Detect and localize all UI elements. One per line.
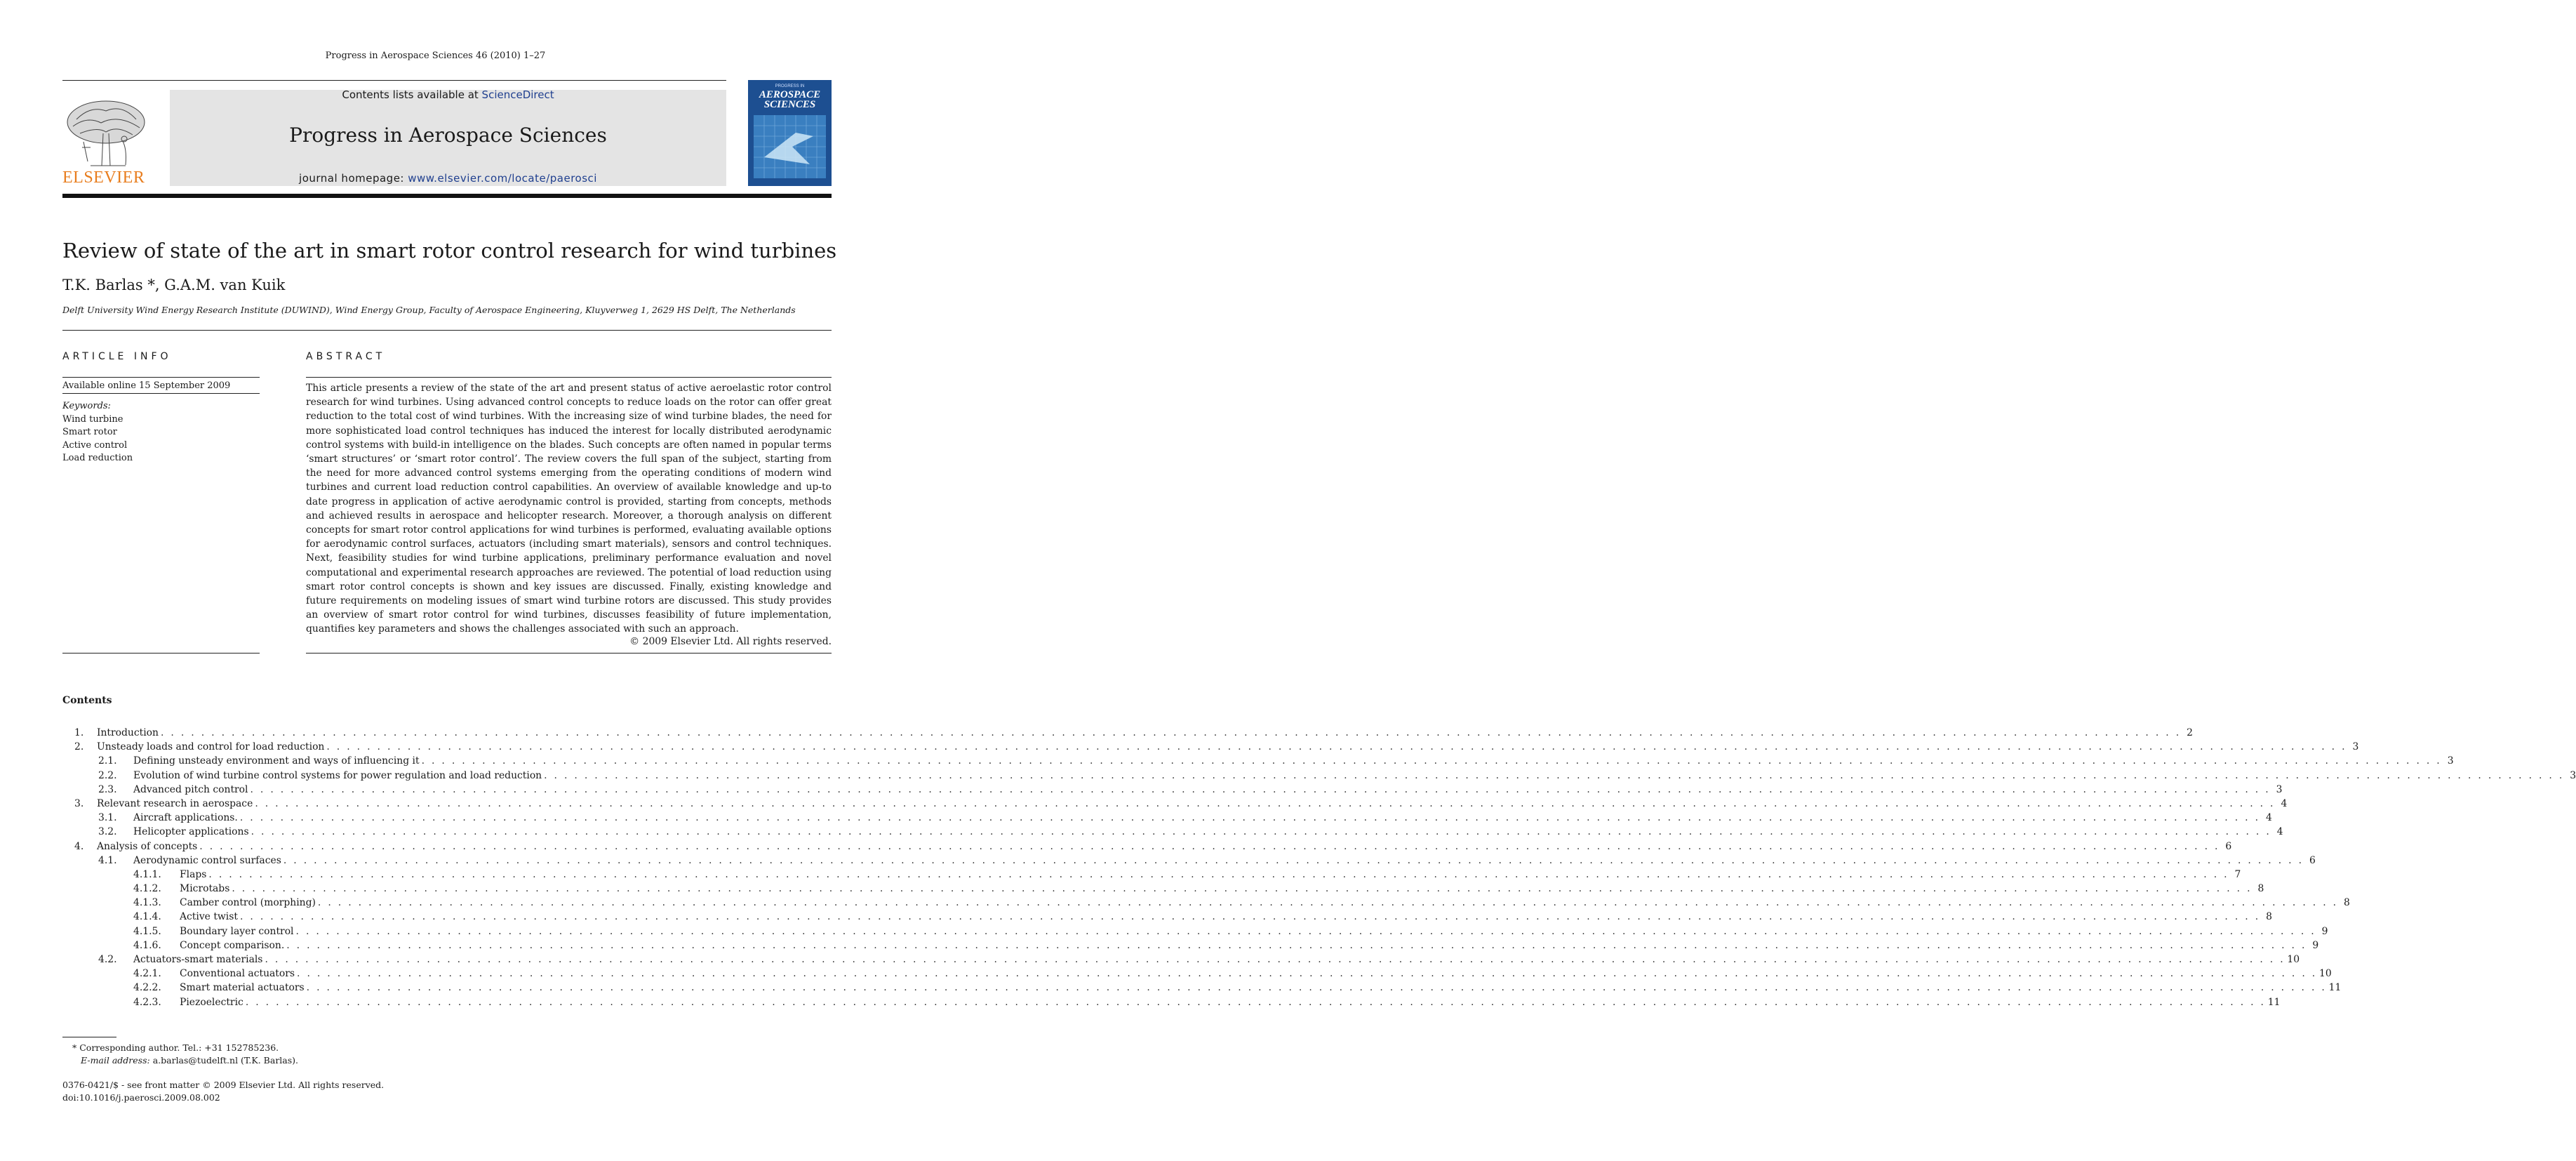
toc-entry-title: Relevant research in aerospace — [97, 797, 255, 811]
toc-entry-number: 2. — [74, 741, 84, 753]
toc-entry-title: Flaps — [180, 868, 208, 882]
email-note — [81, 1055, 298, 1066]
contents-available-line — [170, 88, 726, 101]
toc-entry-title: Introduction — [97, 726, 161, 740]
toc-entry[interactable] — [62, 953, 2300, 967]
toc-entry-title: Conventional actuators — [180, 967, 297, 981]
toc-entry[interactable] — [62, 981, 2342, 995]
toc-entry[interactable] — [62, 840, 2232, 854]
toc-entry[interactable] — [62, 783, 2283, 797]
toc-entry-title: Aircraft applications. — [133, 811, 240, 825]
toc-entry-title: Advanced pitch control — [133, 783, 250, 797]
toc-entry-number: 2.2. — [98, 769, 117, 781]
toc-entry-page: 11 — [2266, 995, 2278, 1009]
toc-entry[interactable] — [62, 868, 2241, 882]
toc-entry-number: 3.1. — [98, 812, 117, 824]
toc-entry-title: Helicopter applications — [133, 825, 251, 839]
toc-leader-dots: . . . . . . . . . . . . . . . . . . . . . . . . . . . . . . . . . . . . . . . . . . . . . . . . . . . . . . . . . . . . . . . . . . . . . . . . . . . . . . . . . . . . . . . . . . . . . . . . . . . . . . . . . . . . . . . . . . . . . . . . . . . . . . . . . . . . . . . . . . . . . . . . . . . . . . . . . . . . . . . . . . . . . . . . . . . . . . . . . . . . . . . . . . . . . . . . . . . . . . . . — [295, 925, 2316, 937]
toc-entry-number: 4.2. — [98, 954, 117, 965]
toc-entry-page: 2 — [2181, 726, 2193, 740]
keyword: Load reduction — [62, 452, 133, 463]
toc-leader-dots: . . . . . . . . . . . . . . . . . . . . . . . . . . . . . . . . . . . . . . . . . . . . . . . . . . . . . . . . . . . . . . . . . . . . . . . . . . . . . . . . . . . . . . . . . . . . . . . . . . . . . . . . . . . . . . . . . . . . . . . . . . . . . . . . . . . . . . . . . . . . . . . . . . . . . . . . . . . . . . . . . . . . . . . . . . . . . . . . . . . . . . . . . . . . . . . . . . . . . . . . — [255, 797, 2276, 809]
cover-title — [748, 90, 832, 110]
issn-line: 0376-0421/$ - see front matter © 2009 Elsevier Ltd. All rights reserved. — [62, 1080, 385, 1090]
homepage-link[interactable]: www.elsevier.com/locate/paerosci — [408, 172, 597, 185]
toc-leader-dots: . . . . . . . . . . . . . . . . . . . . . . . . . . . . . . . . . . . . . . . . . . . . . . . . . . . . . . . . . . . . . . . . . . . . . . . . . . . . . . . . . . . . . . . . . . . . . . . . . . . . . . . . . . . . . . . . . . . . . . . . . . . . . . . . . . . . . . . . . . . . . . . . . . . . . . . . . . . . . . . . . . . . . . . . . . . . . . . . . . . . . . . . . . . . . . . . . . . . . . . . — [208, 868, 2229, 880]
affiliation-rule — [62, 330, 832, 331]
cover-small-text: PROGRESS IN — [775, 84, 805, 88]
abstract-rule — [306, 653, 832, 654]
keyword: Smart rotor — [62, 427, 117, 438]
toc-entry[interactable] — [62, 754, 2454, 768]
toc-leader-dots: . . . . . . . . . . . . . . . . . . . . . . . . . . . . . . . . . . . . . . . . . . . . . . . . . . . . . . . . . . . . . . . . . . . . . . . . . . . . . . . . . . . . . . . . . . . . . . . . . . . . . . . . . . . . . . . . . . . . . . . . . . . . . . . . . . . . . . . . . . . . . . . . . . . . . . . . . . . . . . . . . . . . . . . . . . . . . . . . . . . . . . . . . . . . . . . . . . . . . . . . — [250, 783, 2271, 795]
running-head: Progress in Aerospace Sciences 46 (2010) 1–27 — [325, 51, 546, 61]
toc-entry-title: Concept comparison. — [180, 938, 286, 953]
sciencedirect-link[interactable]: ScienceDirect — [481, 88, 554, 101]
toc-entry-page: 11 — [2327, 981, 2339, 995]
toc-leader-dots: . . . . . . . . . . . . . . . . . . . . . . . . . . . . . . . . . . . . . . . . . . . . . . . . . . . . . . . . . . . . . . . . . . . . . . . . . . . . . . . . . . . . . . . . . . . . . . . . . . . . . . . . . . . . . . . . . . . . . . . . . . . . . . . . . . . . . . . . . . . . . . . . . . . . . . . . . . . . . . . . . . . . . . . . . . . . . . . . . . . . . . . . . . . . . . . . . . . . . . . . — [283, 854, 2304, 866]
contents-prefix: Contents lists available at — [342, 88, 482, 101]
toc-entry[interactable] — [62, 854, 2316, 868]
toc-entry-page: 9 — [2307, 938, 2318, 953]
toc-entry-page: 3 — [2270, 783, 2282, 797]
toc-entry-number: 2.1. — [98, 755, 117, 767]
toc-leader-dots: . . . . . . . . . . . . . . . . . . . . . . . . . . . . . . . . . . . . . . . . . . . . . . . . . . . . . . . . . . . . . . . . . . . . . . . . . . . . . . . . . . . . . . . . . . . . . . . . . . . . . . . . . . . . . . . . . . . . . . . . . . . . . . . . . . . . . . . . . . . . . . . . . . . . . . . . . . . . . . . . . . . . . . . . . . . . . . . . . . . . . . . . . . . . . . . . . . . . . . . . — [239, 812, 2260, 824]
toc-leader-dots: . . . . . . . . . . . . . . . . . . . . . . . . . . . . . . . . . . . . . . . . . . . . . . . . . . . . . . . . . . . . . . . . . . . . . . . . . . . . . . . . . . . . . . . . . . . . . . . . . . . . . . . . . . . . . . . . . . . . . . . . . . . . . . . . . . . . . . . . . . . . . . . . . . . . . . . . . . . . . . . . . . . . . . . . . . . . . . . . . . . . . . . . . . . . . . . . . . . . . . . . — [306, 982, 2327, 994]
header-rule — [62, 80, 726, 81]
toc-leader-dots: . . . . . . . . . . . . . . . . . . . . . . . . . . . . . . . . . . . . . . . . . . . . . . . . . . . . . . . . . . . . . . . . . . . . . . . . . . . . . . . . . . . . . . . . . . . . . . . . . . . . . . . . . . . . . . . . . . . . . . . . . . . . . . . . . . . . . . . . . . . . . . . . . . . . . . . . . . . . . . . . . . . . . . . . . . . . . . . . . . . . . . . . . . . . . . . . . . . . . . . . — [239, 911, 2260, 923]
toc-entry-number: 4.1.1. — [133, 868, 161, 880]
toc-entry-page: 10 — [2317, 967, 2329, 981]
toc-leader-dots: . . . . . . . . . . . . . . . . . . . . . . . . . . . . . . . . . . . . . . . . . . . . . . . . . . . . . . . . . . . . . . . . . . . . . . . . . . . . . . . . . . . . . . . . . . . . . . . . . . . . . . . . . . . . . . . . . . . . . . . . . . . . . . . . . . . . . . . . . . . . . . . . . . . . . . . . . . . . . . . . . . . . . . . . . . . . . . . . . . . . . . . . . . . . . . . . . . . . . . . . — [245, 996, 2266, 1008]
toc-entry[interactable] — [62, 967, 2332, 981]
toc-entry-number: 4.2.1. — [133, 968, 161, 980]
info-rule — [62, 393, 260, 394]
toc-entry-title: Active twist — [180, 910, 240, 924]
toc-entry-number: 4.2.2. — [133, 982, 161, 994]
toc-entry[interactable] — [62, 769, 2576, 783]
toc-leader-dots: . . . . . . . . . . . . . . . . . . . . . . . . . . . . . . . . . . . . . . . . . . . . . . . . . . . . . . . . . . . . . . . . . . . . . . . . . . . . . . . . . . . . . . . . . . . . . . . . . . . . . . . . . . . . . . . . . . . . . . . . . . . . . . . . . . . . . . . . . . . . . . . . . . . . . . . . . . . . . . . . . . . . . . . . . . . . . . . . . . . . . . . . . . . . . . . . . . . . . . . . — [160, 727, 2181, 738]
toc-entry-page: 3 — [2442, 754, 2454, 768]
toc-entry[interactable] — [62, 811, 2272, 825]
table-of-contents — [62, 726, 2576, 1009]
email-address[interactable]: a.barlas@tudelft.nl (T.K. Barlas). — [149, 1055, 299, 1066]
toc-entry-page: 7 — [2229, 868, 2241, 882]
toc-entry-number: 4.1.4. — [133, 911, 161, 923]
toc-entry-page: 8 — [2252, 882, 2264, 896]
toc-entry-title: Evolution of wind turbine control systems for power regulation and load reduction — [133, 769, 544, 783]
toc-entry-number: 4.2.3. — [133, 996, 161, 1008]
toc-leader-dots: . . . . . . . . . . . . . . . . . . . . . . . . . . . . . . . . . . . . . . . . . . . . . . . . . . . . . . . . . . . . . . . . . . . . . . . . . . . . . . . . . . . . . . . . . . . . . . . . . . . . . . . . . . . . . . . . . . . . . . . . . . . . . . . . . . . . . . . . . . . . . . . . . . . . . . . . . . . . . . . . . . . . . . . . . . . . . . . . . . . . . . . . . . . . . . . . . . . . . . . . — [544, 769, 2565, 781]
journal-title: Progress in Aerospace Sciences — [289, 124, 607, 147]
corresponding-author-note: * Corresponding author. Tel.: +31 152785236. — [72, 1042, 279, 1053]
toc-leader-dots: . . . . . . . . . . . . . . . . . . . . . . . . . . . . . . . . . . . . . . . . . . . . . . . . . . . . . . . . . . . . . . . . . . . . . . . . . . . . . . . . . . . . . . . . . . . . . . . . . . . . . . . . . . . . . . . . . . . . . . . . . . . . . . . . . . . . . . . . . . . . . . . . . . . . . . . . . . . . . . . . . . . . . . . . . . . . . . . . . . . . . . . . . . . . . . . . . . . . . . . . — [286, 939, 2307, 951]
keyword: Active control — [62, 439, 128, 451]
toc-entry[interactable] — [62, 882, 2264, 896]
toc-entry-page: 10 — [2285, 953, 2297, 967]
toc-entry-title: Analysis of concepts — [97, 840, 199, 854]
toc-entry-page: 4 — [2271, 825, 2283, 839]
info-rule — [62, 653, 260, 654]
toc-entry-page: 3 — [2564, 769, 2576, 783]
cover-title-line1: AEROSPACE — [759, 89, 821, 100]
article-authors: T.K. Barlas *, G.A.M. van Kuik — [62, 277, 286, 293]
toc-entry-title: Camber control (morphing) — [180, 896, 318, 910]
toc-leader-dots: . . . . . . . . . . . . . . . . . . . . . . . . . . . . . . . . . . . . . . . . . . . . . . . . . . . . . . . . . . . . . . . . . . . . . . . . . . . . . . . . . . . . . . . . . . . . . . . . . . . . . . . . . . . . . . . . . . . . . . . . . . . . . . . . . . . . . . . . . . . . . . . . . . . . . . . . . . . . . . . . . . . . . . . . . . . . . . . . . . . . . . . . . . . . . . . . . . . . . . . . — [265, 954, 2285, 965]
toc-leader-dots: . . . . . . . . . . . . . . . . . . . . . . . . . . . . . . . . . . . . . . . . . . . . . . . . . . . . . . . . . . . . . . . . . . . . . . . . . . . . . . . . . . . . . . . . . . . . . . . . . . . . . . . . . . . . . . . . . . . . . . . . . . . . . . . . . . . . . . . . . . . . . . . . . . . . . . . . . . . . . . . . . . . . . . . . . . . . . . . . . . . . . . . . . . . . . . . . . . . . . . . . — [326, 741, 2347, 753]
header-thick-rule — [62, 194, 832, 198]
abstract-rule — [306, 377, 832, 378]
toc-entry-number: 4.1. — [98, 854, 117, 866]
publisher-logo-text: ELSEVIER — [62, 168, 145, 187]
toc-entry[interactable] — [62, 995, 2281, 1009]
cover-title-line2: SCIENCES — [763, 99, 816, 110]
toc-entry-page: 4 — [2260, 811, 2272, 825]
available-online: Available online 15 September 2009 — [62, 380, 231, 391]
email-label: E-mail address: — [81, 1055, 150, 1066]
toc-entry-page: 9 — [2316, 924, 2328, 938]
doi-line[interactable]: doi:10.1016/j.paerosci.2009.08.002 — [62, 1092, 220, 1103]
info-rule — [62, 377, 260, 378]
toc-entry-title: Unsteady loads and control for load reduction — [97, 740, 326, 754]
toc-entry-number: 4.1.6. — [133, 939, 161, 951]
abstract-heading: ABSTRACT — [306, 351, 386, 362]
toc-entry[interactable] — [62, 924, 2328, 938]
toc-entry[interactable] — [62, 740, 2359, 754]
toc-entry-number: 3. — [74, 797, 84, 809]
article-affiliation: Delft University Wind Energy Research Institute (DUWIND), Wind Energy Group, Faculty of Aerospace Engineering, Kluyverweg 1, 2629 HS Delft, The Netherlands — [62, 305, 796, 315]
toc-entry-title: Piezoelectric — [180, 995, 246, 1009]
toc-entry-title: Smart material actuators — [180, 981, 307, 995]
toc-entry-title: Aerodynamic control surfaces — [133, 854, 283, 868]
toc-entry-title: Microtabs — [180, 882, 232, 896]
journal-homepage-line — [170, 172, 726, 185]
toc-entry-page: 4 — [2275, 797, 2287, 811]
toc-entry-title: Boundary layer control — [180, 924, 296, 938]
toc-entry-number: 4.1.5. — [133, 925, 161, 937]
toc-entry-number: 4.1.3. — [133, 897, 161, 909]
journal-cover-image — [748, 80, 832, 186]
toc-entry-page: 8 — [2260, 910, 2272, 924]
keywords-list — [62, 413, 133, 465]
abstract-copyright: © 2009 Elsevier Ltd. All rights reserved. — [629, 636, 832, 647]
toc-entry-page: 8 — [2338, 896, 2350, 910]
toc-entry-page: 3 — [2347, 740, 2358, 754]
toc-entry-page: 6 — [2304, 854, 2316, 868]
keywords-label: Keywords: — [62, 401, 111, 411]
article-title: Review of state of the art in smart rotor control research for wind turbines — [62, 239, 837, 263]
abstract-text: This article presents a review of the state of the art and present status of active aeroelastic rotor control research for wind turbines. Using advanced control concepts to reduce loads on the rotor can offer great reduction to the total cost of wind turbines. With the increasing size of wind turbine blades, the need for more sophisticated load control techniques has induced the interest for locally distributed aerodynamic control systems with build-in intelligence on the blades. Such concepts are often named in popular terms ‘smart structures’ or ‘smart rotor control’. The review covers the full span of the subject, starting from the need for more advanced control systems emerging from the operating conditions of modern wind turbines and current load reduction control capabilities. An overview of available knowledge and up-to date progress in application of active aerodynamic control is provided, starting from concepts, methods and achieved results in aerospace and helicopter research. Moreover, a thorough analysis on different concepts for smart rotor control applications for wind turbines is performed, evaluating available options for aerodynamic control surfaces, actuators (including smart materials), sensors and control techniques. Next, feasibility studies for wind turbine applications, preliminary performance evaluation and novel computational and experimental research approaches are reviewed. The potential of load reduction using smart rotor control concepts is shown and key issues are discussed. Finally, existing knowledge and future requirements on modeling issues of smart wind turbine rotors are discussed. This study provides an overview of smart rotor control for wind turbines, discusses feasibility of future implementation, quantifies key parameters and shows the challenges associated with such an approach. — [306, 383, 832, 635]
toc-entry-title: Defining unsteady environment and ways of influencing it — [133, 754, 422, 768]
toc-leader-dots: . . . . . . . . . . . . . . . . . . . . . . . . . . . . . . . . . . . . . . . . . . . . . . . . . . . . . . . . . . . . . . . . . . . . . . . . . . . . . . . . . . . . . . . . . . . . . . . . . . . . . . . . . . . . . . . . . . . . . . . . . . . . . . . . . . . . . . . . . . . . . . . . . . . . . . . . . . . . . . . . . . . . . . . . . . . . . . . . . . . . . . . . . . . . . . . . . . . . . . . . — [232, 883, 2253, 895]
toc-entry[interactable] — [62, 938, 2319, 953]
toc-leader-dots: . . . . . . . . . . . . . . . . . . . . . . . . . . . . . . . . . . . . . . . . . . . . . . . . . . . . . . . . . . . . . . . . . . . . . . . . . . . . . . . . . . . . . . . . . . . . . . . . . . . . . . . . . . . . . . . . . . . . . . . . . . . . . . . . . . . . . . . . . . . . . . . . . . . . . . . . . . . . . . . . . . . . . . . . . . . . . . . . . . . . . . . . . . . . . . . . . . . . . . . . — [199, 840, 2220, 852]
contents-heading: Contents — [62, 695, 112, 706]
toc-entry-number: 1. — [74, 727, 84, 738]
toc-entry[interactable] — [62, 910, 2272, 924]
toc-leader-dots: . . . . . . . . . . . . . . . . . . . . . . . . . . . . . . . . . . . . . . . . . . . . . . . . . . . . . . . . . . . . . . . . . . . . . . . . . . . . . . . . . . . . . . . . . . . . . . . . . . . . . . . . . . . . . . . . . . . . . . . . . . . . . . . . . . . . . . . . . . . . . . . . . . . . . . . . . . . . . . . . . . . . . . . . . . . . . . . . . . . . . . . . . . . . . . . . . . . . . . . . — [421, 755, 2442, 767]
toc-entry-number: 3.2. — [98, 826, 117, 838]
toc-entry-number: 4.1.2. — [133, 883, 161, 895]
toc-leader-dots: . . . . . . . . . . . . . . . . . . . . . . . . . . . . . . . . . . . . . . . . . . . . . . . . . . . . . . . . . . . . . . . . . . . . . . . . . . . . . . . . . . . . . . . . . . . . . . . . . . . . . . . . . . . . . . . . . . . . . . . . . . . . . . . . . . . . . . . . . . . . . . . . . . . . . . . . . . . . . . . . . . . . . . . . . . . . . . . . . . . . . . . . . . . . . . . . . . . . . . . . — [317, 897, 2338, 909]
toc-entry[interactable] — [62, 896, 2350, 910]
toc-entry[interactable] — [62, 797, 2288, 811]
toc-entry-page: 6 — [2220, 840, 2231, 854]
article-info-heading: ARTICLE INFO — [62, 351, 172, 362]
toc-entry[interactable] — [62, 726, 2193, 740]
cover-aircraft-graphic — [754, 115, 826, 178]
toc-leader-dots: . . . . . . . . . . . . . . . . . . . . . . . . . . . . . . . . . . . . . . . . . . . . . . . . . . . . . . . . . . . . . . . . . . . . . . . . . . . . . . . . . . . . . . . . . . . . . . . . . . . . . . . . . . . . . . . . . . . . . . . . . . . . . . . . . . . . . . . . . . . . . . . . . . . . . . . . . . . . . . . . . . . . . . . . . . . . . . . . . . . . . . . . . . . . . . . . . . . . . . . . — [297, 968, 2317, 980]
toc-entry-number: 4. — [74, 840, 84, 852]
toc-entry-number: 2.3. — [98, 783, 117, 795]
homepage-prefix: journal homepage: — [299, 172, 408, 185]
keyword: Wind turbine — [62, 414, 124, 425]
toc-entry[interactable] — [62, 825, 2283, 839]
toc-leader-dots: . . . . . . . . . . . . . . . . . . . . . . . . . . . . . . . . . . . . . . . . . . . . . . . . . . . . . . . . . . . . . . . . . . . . . . . . . . . . . . . . . . . . . . . . . . . . . . . . . . . . . . . . . . . . . . . . . . . . . . . . . . . . . . . . . . . . . . . . . . . . . . . . . . . . . . . . . . . . . . . . . . . . . . . . . . . . . . . . . . . . . . . . . . . . . . . . . . . . . . . . — [251, 826, 2271, 838]
toc-entry-title: Actuators-smart materials — [133, 953, 265, 967]
